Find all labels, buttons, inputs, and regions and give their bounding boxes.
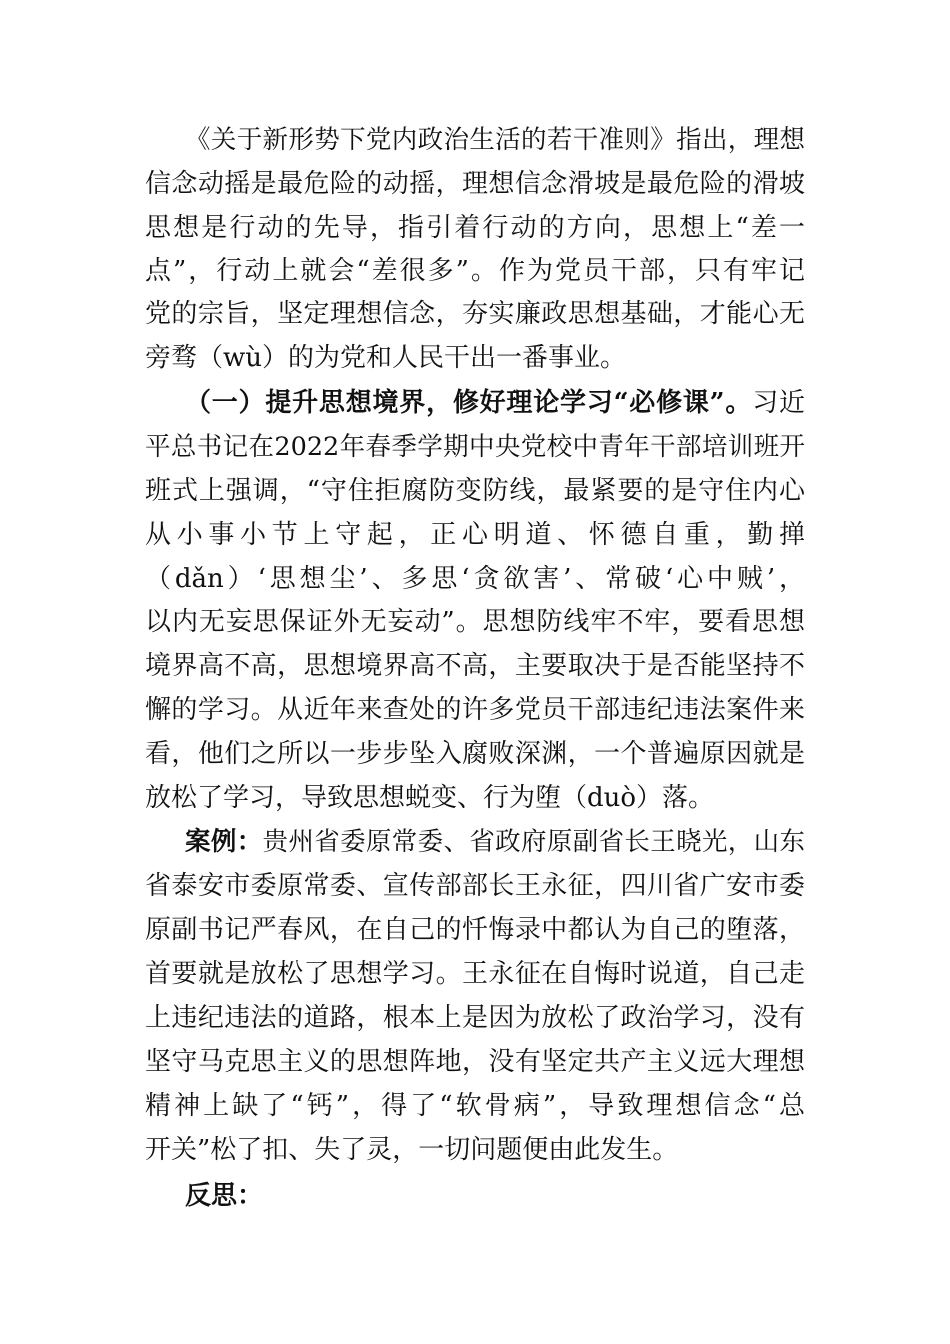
para2-line-2: 班式上强调，“守住拒腐防变防线，最紧要的是守住内心 xyxy=(145,476,805,506)
para3-line-3: 首要就是放松了思想学习。王永征在自悔时说道，自己走 xyxy=(145,959,805,989)
para2-line-4: （dǎn）‘思想尘’、多思‘贪欲害’、常破‘心中贼’， xyxy=(145,564,805,594)
para1-line-6: 旁骛（wù）的为党和人民干出一番事业。 xyxy=(145,343,627,373)
para3-line-1: 省泰安市委原常委、宣传部部长王永征，四川省广安市委 xyxy=(145,871,805,901)
para2-line-3: 从小事小节上守起，正心明道、怀德自重，勤掸 xyxy=(145,520,805,550)
case-first-line xyxy=(185,822,805,862)
para2-line-8: 看，他们之所以一步步坠入腐败深渊，一个普遍原因就是 xyxy=(145,739,805,769)
section1-first-line xyxy=(185,383,805,423)
para3-line-7: 开关”松了扣、失了灵，一切问题便由此发生。 xyxy=(145,1135,679,1165)
para1-line-4: 点”，行动上就会“差很多”。作为党员干部，只有牢记 xyxy=(145,256,805,286)
reflection-line xyxy=(185,1176,805,1216)
para1-line-3: 思想是行动的先导，指引着行动的方向，思想上“差一 xyxy=(145,213,805,243)
section-heading-tail: 习近 xyxy=(752,388,805,418)
para2-line-9: 放松了学习，导致思想蜕变、行为堕（duò）落。 xyxy=(145,783,715,813)
para1-line-5: 党的宗旨，坚定理想信念，夯实廉政思想基础，才能心无 xyxy=(145,299,805,329)
para1-line-2: 信念动摇是最危险的动摇，理想信念滑坡是最危险的滑坡 xyxy=(145,169,805,199)
para2-line-7: 懈的学习。从近年来查处的许多党员干部违纪违法案件来 xyxy=(145,695,805,725)
para2-line-6: 境界高不高，思想境界高不高，主要取决于是否能坚持不 xyxy=(145,651,805,681)
para3-line-2: 原副书记严春风，在自己的忏悔录中都认为自己的堕落， xyxy=(145,915,805,945)
reflection-label: 反思： xyxy=(185,1181,264,1211)
section-heading: （一）提升思想境界，修好理论学习“必修课”。 xyxy=(185,388,753,418)
para3-line-5: 坚守马克思主义的思想阵地，没有坚定共产主义远大理想 xyxy=(145,1047,805,1077)
case-label: 案例： xyxy=(185,827,263,857)
para3-line-4: 上违纪违法的道路，根本上是因为放松了政治学习，没有 xyxy=(145,1003,805,1033)
para2-line-1: 平总书记在2022年春季学期中央党校中青年干部培训班开 xyxy=(145,432,805,462)
case-first-line-tail: 贵州省委原常委、省政府原副省长王晓光，山东 xyxy=(262,827,805,857)
para2-line-5: 以内无妄思保证外无妄动”。思想防线牢不牢，要看思想 xyxy=(145,607,805,637)
para1-line-1: 《关于新形势下党内政治生活的若干准则》指出，理想 xyxy=(185,125,805,155)
para3-line-6: 精神上缺了“钙”，得了“软骨病”，导致理想信念“总 xyxy=(145,1091,805,1121)
